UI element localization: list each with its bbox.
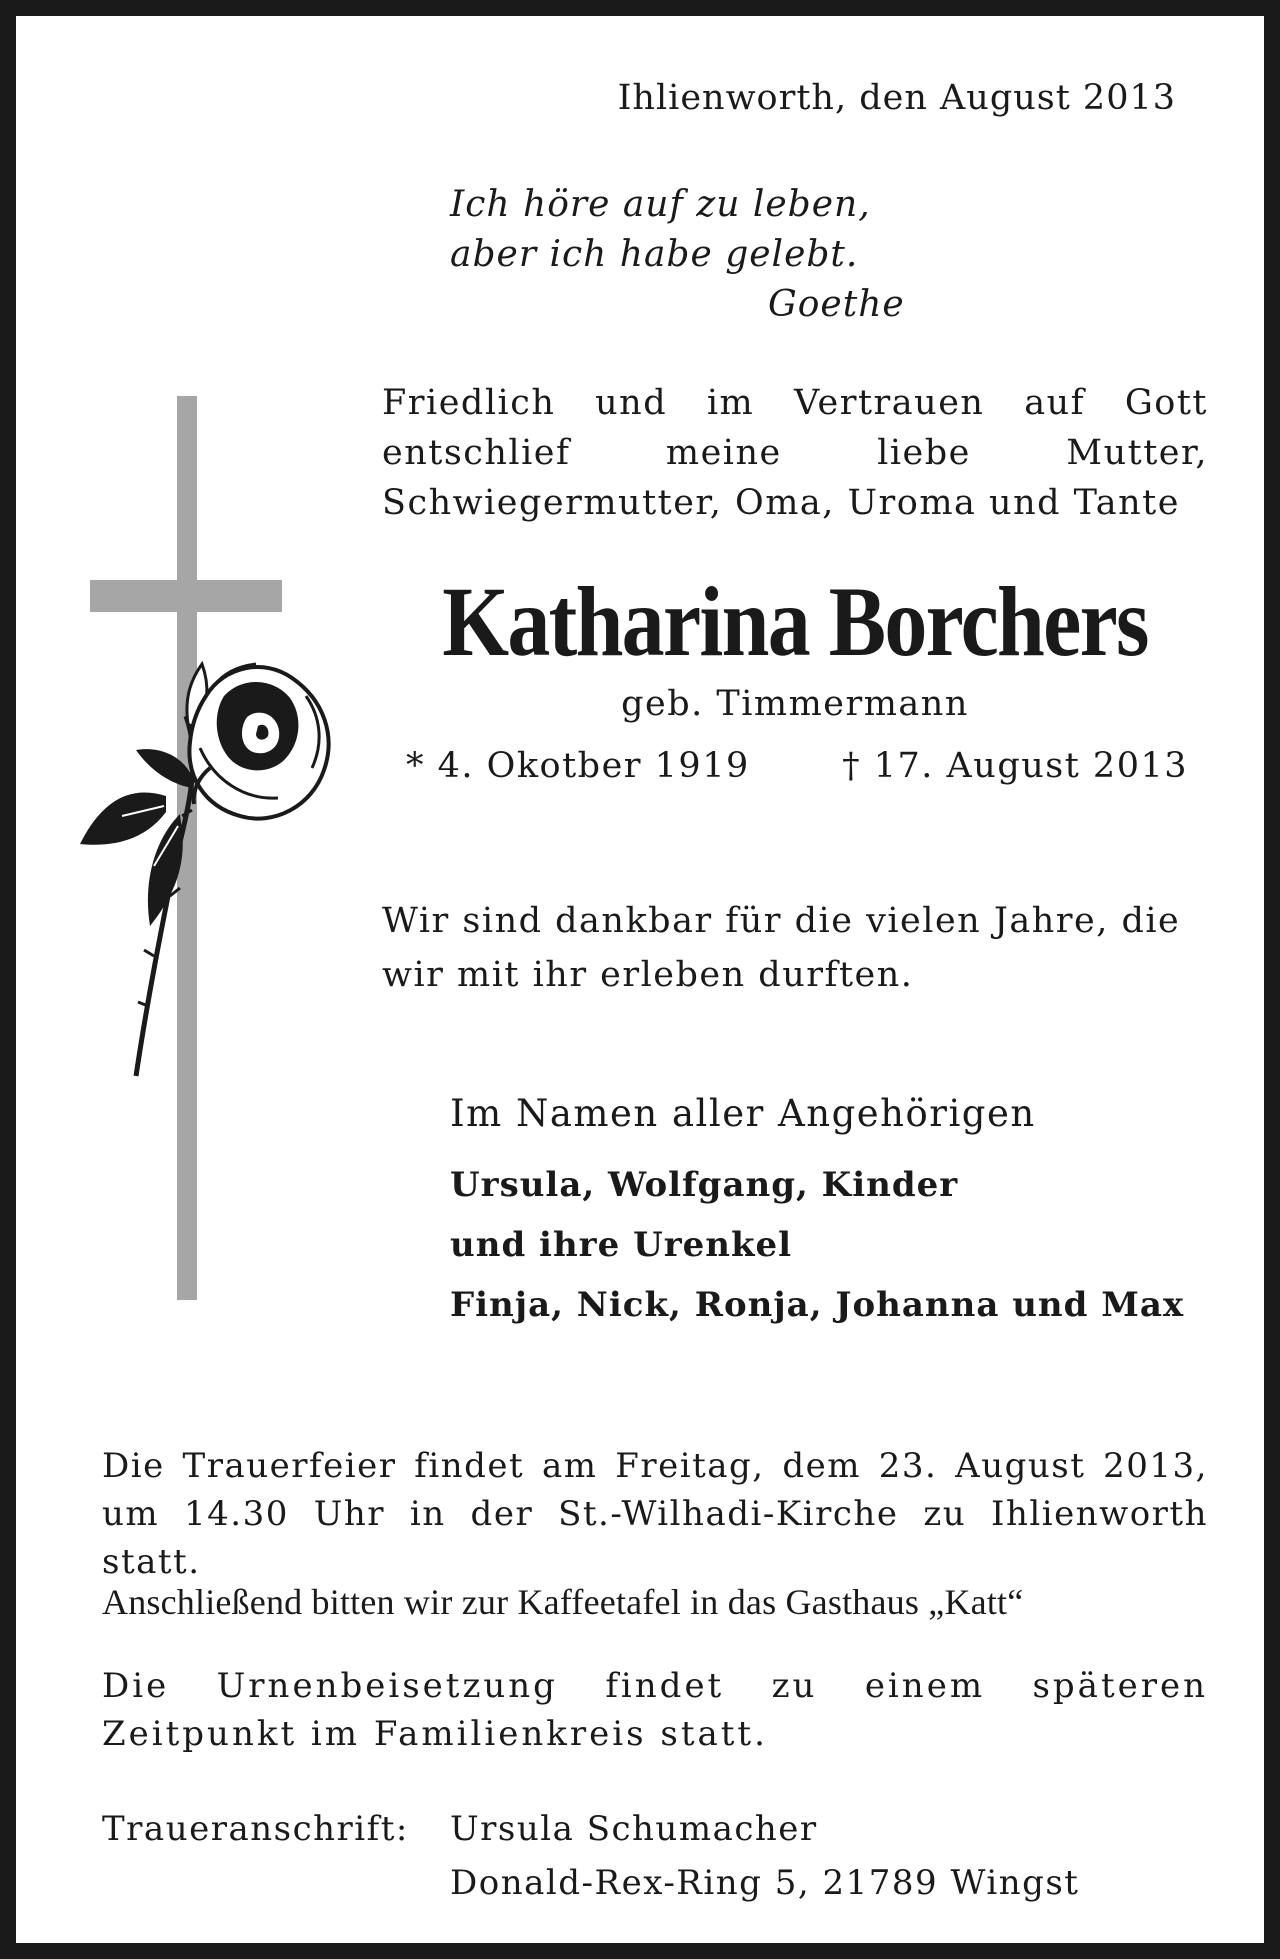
address-name: Ursula Schumacher [450, 1809, 818, 1849]
thanks-text: Wir sind dankbar für die vielen Jahre, die wir mit ihr erleben durften. [382, 901, 1181, 995]
quote [450, 180, 905, 330]
rose-icon [80, 664, 329, 1076]
quote-line-2: aber ich habe gelebt. [450, 234, 859, 275]
birth-date: * 4. Okotber 1919 [406, 746, 750, 786]
coffee-info: Anschließend bitten wir zur Kaffeetafel in das Gasthaus „Katt“ [102, 1582, 1024, 1622]
signers-line-1: Ursula, Wolfgang, Kinder [450, 1165, 959, 1205]
address-label: Traueranschrift: [102, 1809, 409, 1849]
death-date: † 17. August 2013 [842, 746, 1188, 786]
deceased-name: Katharina Borchers [442, 566, 1148, 677]
signers-lead: Im Namen aller Angehörigen [450, 1092, 1036, 1135]
funeral-info: Die Trauerfeier findet am Freitag, dem 23. August 2013, um 14.30 Uhr in der St.-Wilhadi-Kirche zu Ihlienworth statt. [102, 1446, 1208, 1582]
signers-block [450, 1092, 1184, 1335]
maiden-name: geb. Timmermann [621, 684, 969, 724]
cross-icon [90, 396, 282, 1300]
address-street: Donald-Rex-Ring 5, 21789 Wingst [450, 1863, 1080, 1903]
urn-info: Die Urnenbeisetzung findet zu einem späteren Zeitpunkt im Familienkreis statt. [102, 1666, 1208, 1754]
quote-author: Goethe [768, 284, 905, 325]
cross-with-rose-illustration [74, 396, 374, 1316]
intro-text: Friedlich und im Vertrauen auf Gott entschlief meine liebe Mutter, Schwiegermutter, Oma, Uroma und Tante [382, 383, 1208, 523]
signers-line-2: und ihre Urenkel [450, 1225, 793, 1265]
place-date: Ihlienworth, den August 2013 [617, 78, 1176, 118]
quote-line-1: Ich höre auf zu leben, [450, 184, 871, 225]
signers-line-3: Finja, Nick, Ronja, Johanna und Max [450, 1285, 1185, 1325]
